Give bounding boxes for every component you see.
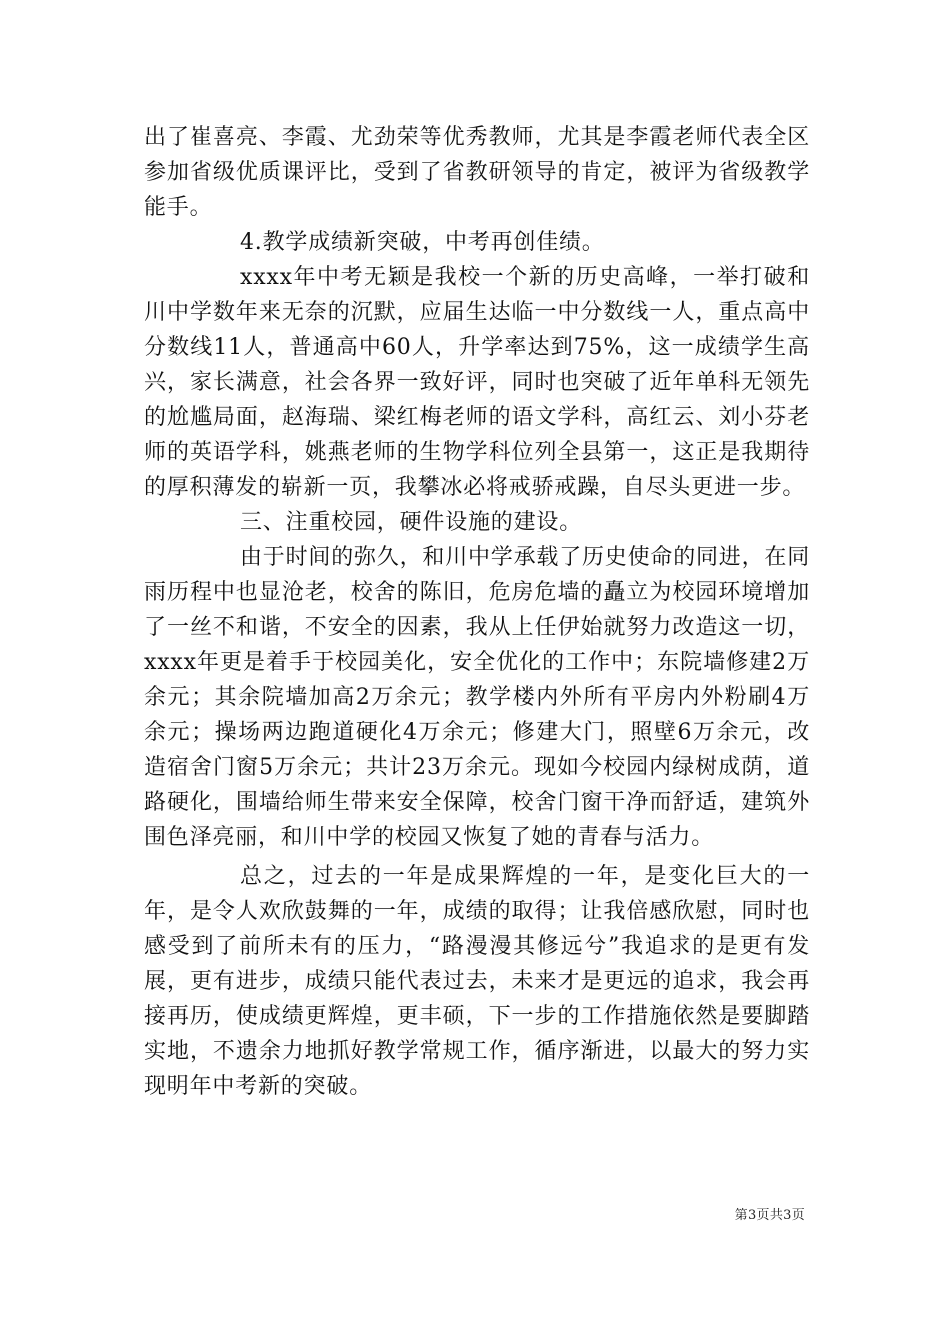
paragraph-campus-renovation: 由于时间的弥久，和川中学承载了历史使命的同进，在同雨历程中也显沧老，校舍的陈旧，危房危墙的矗立为校园环境增加了一丝不和谐，不安全的因素，我从上任伊始就努力改造这一切，xxxx年更是着手于校园美化，安全优化的工作中；东院墙修建2万余元；其余院墙加高2万余元；教学楼内外所有平房内外粉刷4万余元；操场两边跑道硬化4万余元；修建大门，照壁6万余元，改造宿舍门窗5万余元；共计23万余元。现如今校园内绿树成荫，道路硬化，围墙给师生带来安全保障，校舍门窗干净而舒适，建筑外围色泽亮丽，和川中学的校园又恢复了她的青春与活力。 — [144, 545, 811, 850]
paragraph-teachers-continued: 出了崔喜亮、李霞、尤劲荣等优秀教师，尤其是李霞老师代表全区参加省级优质课评比，受到了省教研领导的肯定，被评为省级教学能手。 — [144, 125, 810, 220]
page-number: 第3页共3页 — [734, 1208, 805, 1223]
heading-teaching-results: 4.教学成绩新突破，中考再创佳绩。 — [240, 230, 605, 255]
paragraph-exam-results: xxxx年中考无颖是我校一个新的历史高峰，一举打破和川中学数年来无奈的沉默，应届生达临一中分数线一人，重点高中分数线11人，普通高中60人，升学率达到75%，这一成绩学生高兴，家长满意，社会各界一致好评，同时也突破了近年单科无领先的尬尴局面，赵海瑞、梁红梅老师的语文学科，高红云、刘小芬老师的英语学科，姚燕老师的生物学科位列全县第一，这正是我期待的厚积薄发的崭新一页，我攀冰必将戒骄戒躁，自尽头更进一步。 — [144, 265, 810, 500]
heading-campus-facilities: 三、注重校园，硬件设施的建设。 — [240, 510, 583, 535]
paragraph-conclusion: 总之，过去的一年是成果辉煌的一年，是变化巨大的一年，是令人欢欣鼓舞的一年，成绩的取得；让我倍感欣慰，同时也感受到了前所未有的压力，“路漫漫其修远兮”我追求的是更有发展，更有进步，成绩只能代表过去，未来才是更远的追求，我会再接再历，使成绩更辉煌，更丰硕，下一步的工作措施依然是要脚踏实地，不遗余力地抓好教学常规工作，循序渐进，以最大的努力实现明年中考新的突破。 — [144, 864, 810, 1099]
document-body — [144, 120, 810, 1104]
